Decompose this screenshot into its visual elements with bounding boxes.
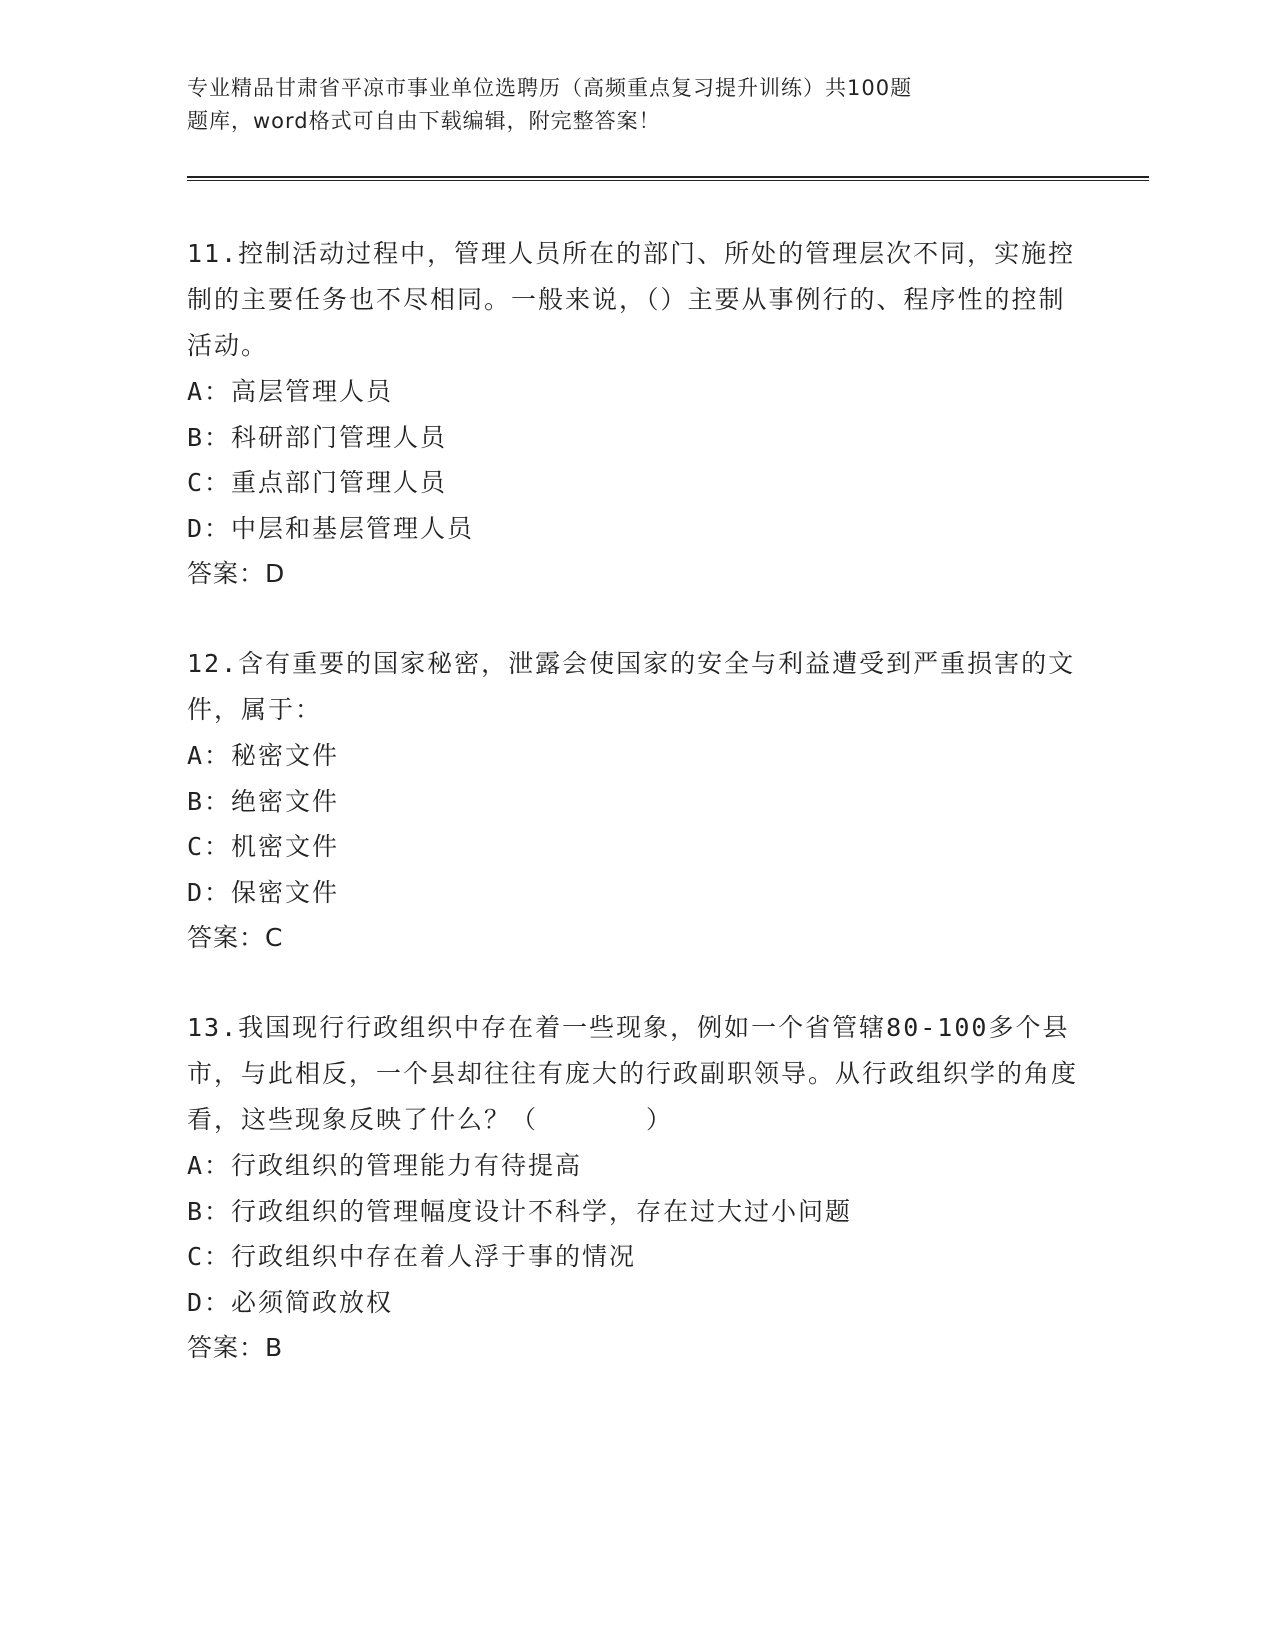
option-a: A：行政组织的管理能力有待提高 (187, 1151, 583, 1180)
option-d: D：保密文件 (187, 877, 340, 907)
option-c: C：重点部门管理人员 (187, 468, 448, 497)
option-a: A：高层管理人员 (187, 377, 394, 406)
header-title-line-2: 题库，word格式可自由下载编辑，附完整答案！ (187, 109, 661, 133)
header-title-line-1: 专业精品甘肃省平凉市事业单位选聘历（高频重点复习提升训练）共100题 (187, 76, 913, 100)
option-b: B：绝密文件 (187, 786, 340, 816)
question-stem: 12.含有重要的国家秘密，泄露会使国家的安全与利益遭受到严重损害的文件，属于： (187, 649, 1076, 724)
option-d: D：中层和基层管理人员 (187, 513, 475, 543)
header-divider (187, 176, 1149, 181)
option-b: B：行政组织的管理幅度设计不科学，存在过大过小问题 (187, 1196, 853, 1226)
question-stem: 13.我国现行行政组织中存在着一些现象，例如一个省管辖80-100多个县市，与此相反，一个县却往往有庞大的行政副职领导。从行政组织学的角度看，这些现象反映了什么？（ ） (187, 1013, 1079, 1134)
document-header (187, 72, 1047, 138)
option-c: C：机密文件 (187, 832, 340, 861)
answer-line: 答案：C (187, 923, 284, 952)
option-d: D：必须简政放权 (187, 1287, 394, 1317)
question-list (187, 231, 1087, 1415)
option-c: C：行政组织中存在着人浮于事的情况 (187, 1242, 637, 1271)
question-13 (187, 1005, 1087, 1371)
question-12 (187, 641, 1087, 961)
answer-line: 答案：B (187, 1333, 284, 1362)
question-11 (187, 231, 1087, 597)
answer-line: 答案：D (187, 559, 286, 588)
question-stem: 11.控制活动过程中，管理人员所在的部门、所处的管理层次不同，实施控制的主要任务也不尽相同。一般来说，（）主要从事例行的、程序性的控制活动。 (187, 239, 1076, 360)
option-b: B：科研部门管理人员 (187, 422, 448, 452)
option-a: A：秘密文件 (187, 741, 340, 770)
